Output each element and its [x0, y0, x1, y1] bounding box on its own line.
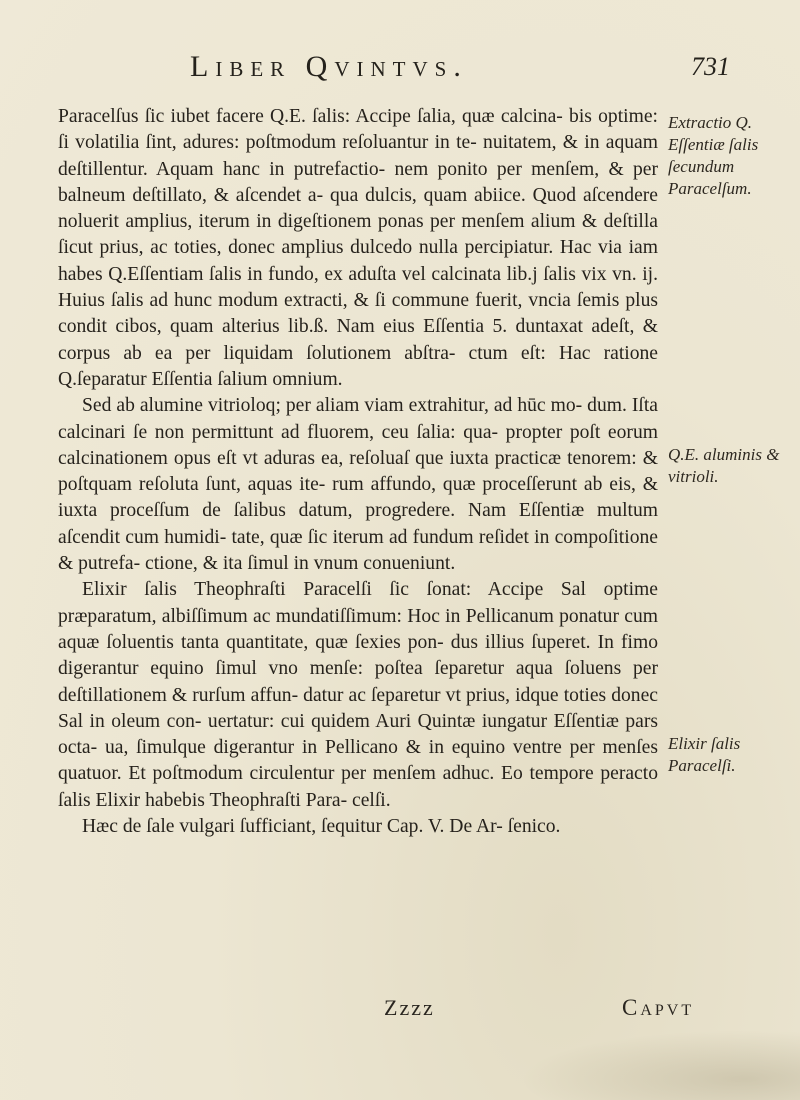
- paper-stain: [520, 1030, 800, 1100]
- paragraph: Paracelſus ſic iubet facere Q.E. ſalis: Accipe ſalia, quæ calcina- bis optime: ſi volatilia ſint, adures: poſtmodum reſoluantur in te- nuitatem, & in aquam deſtillentur. Aquam hanc in putrefactio- nem ponito per menſem, & per balneum deſtillato, & aſcendet a- qua dulcis, quam abiice. Quod aſcendere noluerit amplius, iterum in digeſtionem ponas per menſem alium & deſtilla ſicut prius, ac toties, donec amplius dulcedo nulla percipiatur. Hac via iam habes Q.Eſſentiam ſalis in fundo, ex aduſta vel calcinata lib.j ſalis vix vn. ij. Huius ſalis ad hunc modum extracti, & ſi commune fuerit, vncia ſemis plus condit cibos, quam alterius lib.ß. Nam eius Eſſentia 5. duntaxat adeſt, & corpus ab ea per liquidam ſolutionem abſtra- ctum eſt: Hac ratione Q.ſeparatur Eſſentia ſalium omnium.: [58, 106, 658, 390]
- margin-note: Extractio Q. Eſſentiæ ſalis ſecundum Paracelſum.: [668, 113, 759, 198]
- catchword: Capvt: [622, 995, 695, 1020]
- margin-note: Q.E. aluminis & vitrioli.: [668, 445, 780, 486]
- body-text: [58, 104, 658, 840]
- page-number: 731: [691, 52, 730, 81]
- paragraph: Elixir ſalis Theophraſti Paracelſi ſic ſonat: Accipe Sal optime præparatum, albiſſimum ac mundatiſſimum: Hoc in Pellicanum ponatur cum aquæ ſoluentis tanta quantitate, quæ ſexies pon- dus illius ſuperet. In fimo digerantur equino ſimul vno menſe: poſtea ſeparetur aqua ſoluens per deſtillationem & rurſum affun- datur ac ſeparetur vt prius, idque toties donec Sal in oleum con- uertatur: cui quidem Auri Quintæ iungatur Eſſentiæ pars octa- ua, ſimulque digerantur in Pellicano & in equino ventre per menſes quatuor. Et poſtmodum circulentur per menſem adhuc. Eo tempore peracto ſalis Elixir habebis Theophraſti Para- celſi.: [58, 579, 658, 811]
- page-header: [190, 50, 730, 90]
- signature-mark: Zzzz: [384, 995, 435, 1020]
- paragraph: Sed ab alumine vitrioloq; per aliam viam extrahitur, ad hūc mo- dum. Iſta calcinari ſe non permittunt ad fluorem, ceu ſalia: qua- propter poſt eorum calcinationem opus eſt vt aduras ea, reſoluaſ que iuxta practicæ tenorem: & poſtquam reſoluta ſunt, aquas ite- rum affundo, quæ proceſſerunt ab eis, & iuxta proceſſum de ſalibus datum, progredere. Nam Eſſentiæ multum aſcendit cum humidi- tate, quæ ſic iterum ad fundum reſidet in compoſitione & putrefa- ctione, & ita ſimul in vnum conueniunt.: [58, 395, 658, 575]
- margin-note: Elixir ſalis Paracelſi.: [668, 734, 741, 775]
- page-footer: [0, 995, 800, 1035]
- paragraph: Hæc de ſale vulgari ſufficiant, ſequitur Cap. V. De Ar- ſenico.: [82, 816, 561, 838]
- running-title: Liber Qvintvs.: [190, 50, 468, 83]
